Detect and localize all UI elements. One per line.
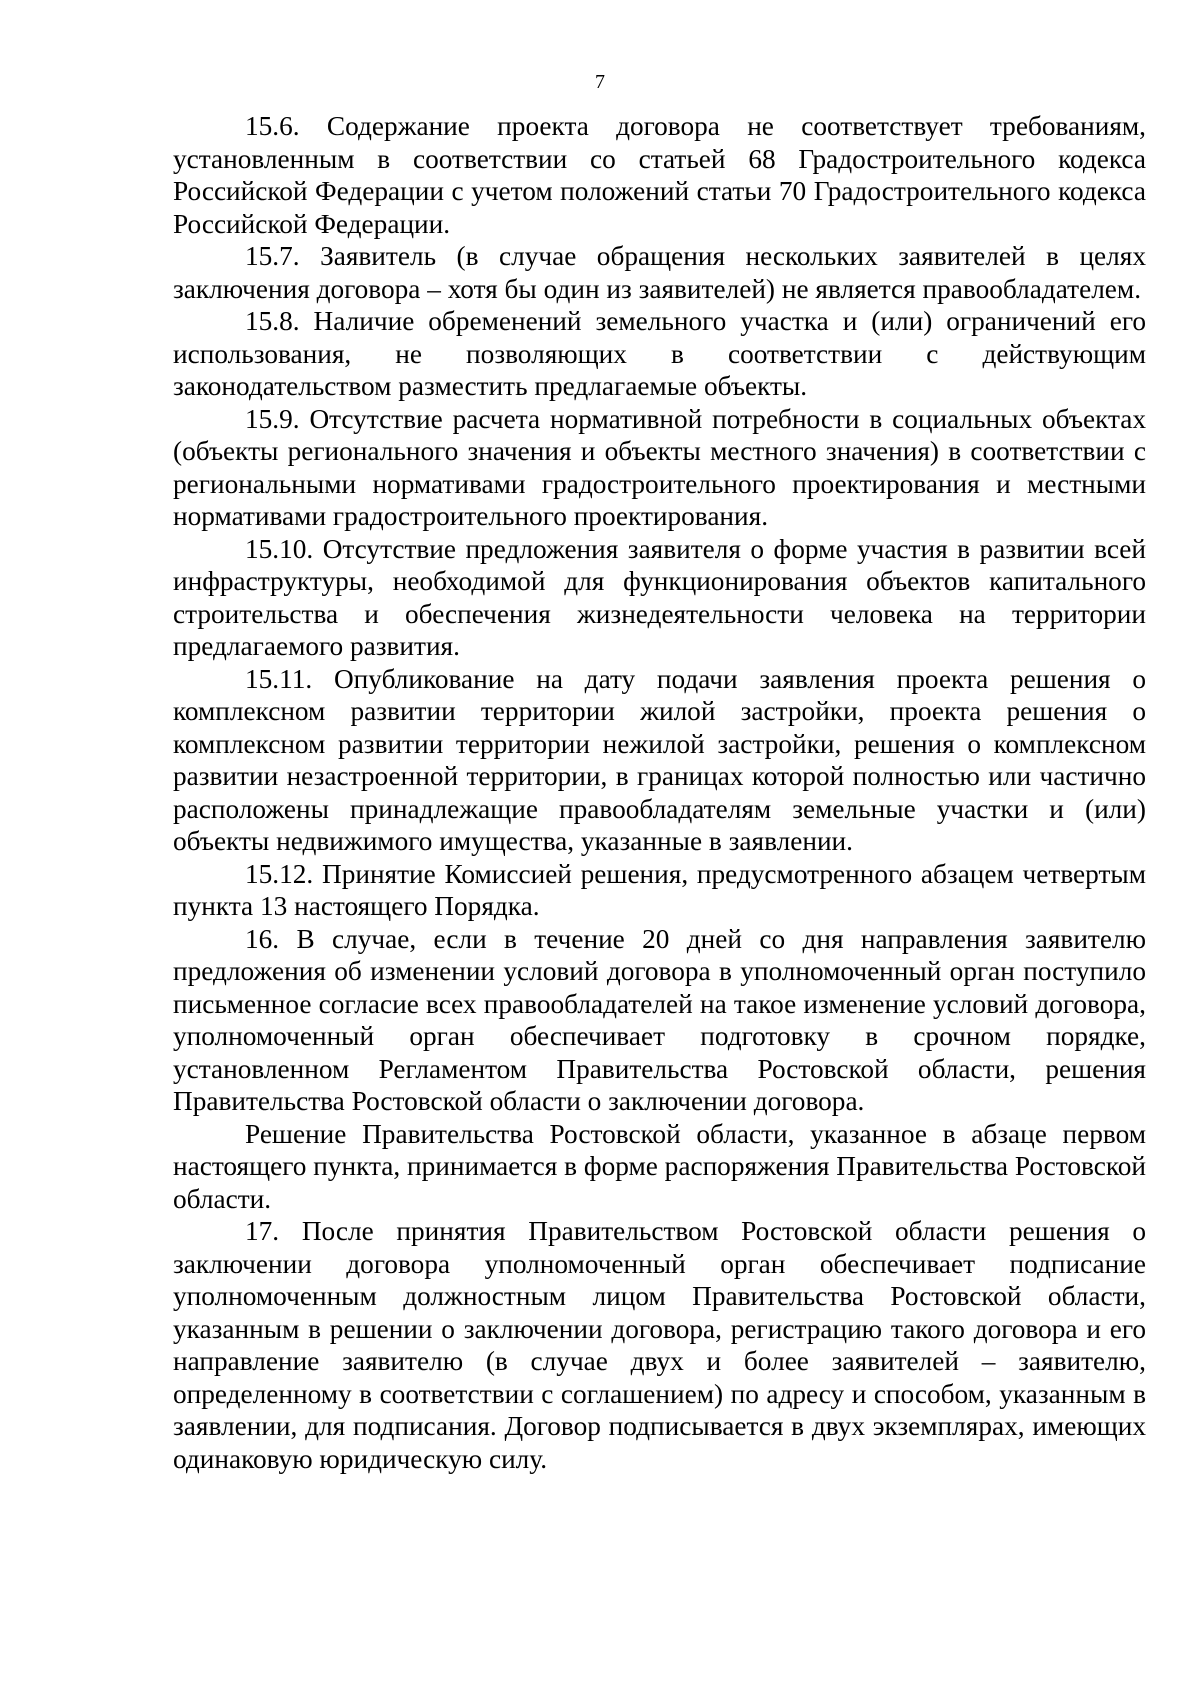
page-number: 7 <box>595 71 605 93</box>
paragraph-15-11: 15.11. Опубликование на дату подачи заявления проекта решения о комплексном развитии территории жилой застройки, проекта решения о комплексном развитии территории нежилой застройки, решения о комплексном развитии незастроенной территории, в границах которой полностью или частично расположены принадлежащие правообладателям земельные участки и (или) объекты недвижимого имущества, указанные в заявлении. <box>173 663 1146 856</box>
paragraph-16-decision: Решение Правительства Ростовской области, указанное в абзаце первом настоящего пункта, принимается в форме распоряжения Правительства Ростовской области. <box>173 1118 1146 1214</box>
paragraph-15-9: 15.9. Отсутствие расчета нормативной потребности в социальных объектах (объекты регионального значения и объекты местного значения) в соответствии с региональными нормативами градостроительного проектирования и местными нормативами градостроительного проектирования. <box>173 403 1146 531</box>
paragraph-15-6: 15.6. Содержание проекта договора не соответствует требованиям, установленным в соответствии со статьей 68 Градостроительного кодекса Российской Федерации с учетом положений статьи 70 Градостроительного кодекса Российской Федерации. <box>173 111 1146 239</box>
paragraph-16: 16. В случае, если в течение 20 дней со дня направления заявителю предложения об изменении условий договора в уполномоченный орган поступило письменное согласие всех правообладателей на такое изменение условий договора, уполномоченный орган обеспечивает подготовку в срочном порядке, установленном Регламентом Правительства Ростовской области, решения Правительства Ростовской области о заключении договора. <box>173 923 1146 1116</box>
document-body <box>173 110 1146 1475</box>
paragraph-15-12: 15.12. Принятие Комиссией решения, предусмотренного абзацем четвертым пункта 13 настоящего Порядка. <box>173 858 1146 921</box>
paragraph-17: 17. После принятия Правительством Ростовской области решения о заключении договора уполномоченный орган обеспечивает подписание уполномоченным должностным лицом Правительства Ростовской области, указанным в решении о заключении договора, регистрацию такого договора и его направление заявителю (в случае двух и более заявителей – заявителю, определенному в соответствии с соглашением) по адресу и способом, указанным в заявлении, для подписания. Договор подписывается в двух экземплярах, имеющих одинаковую юридическую силу. <box>173 1216 1146 1474</box>
paragraph-15-7: 15.7. Заявитель (в случае обращения нескольких заявителей в целях заключения договора – хотя бы один из заявителей) не является правообладателем. <box>173 241 1146 304</box>
paragraph-15-10: 15.10. Отсутствие предложения заявителя о форме участия в развитии всей инфраструктуры, необходимой для функционирования объектов капитального строительства и обеспечения жизнедеятельности человека на территории предлагаемого развития. <box>173 533 1146 661</box>
paragraph-15-8: 15.8. Наличие обременений земельного участка и (или) ограничений его использования, не позволяющих в соответствии с действующим законодательством разместить предлагаемые объекты. <box>173 306 1146 401</box>
